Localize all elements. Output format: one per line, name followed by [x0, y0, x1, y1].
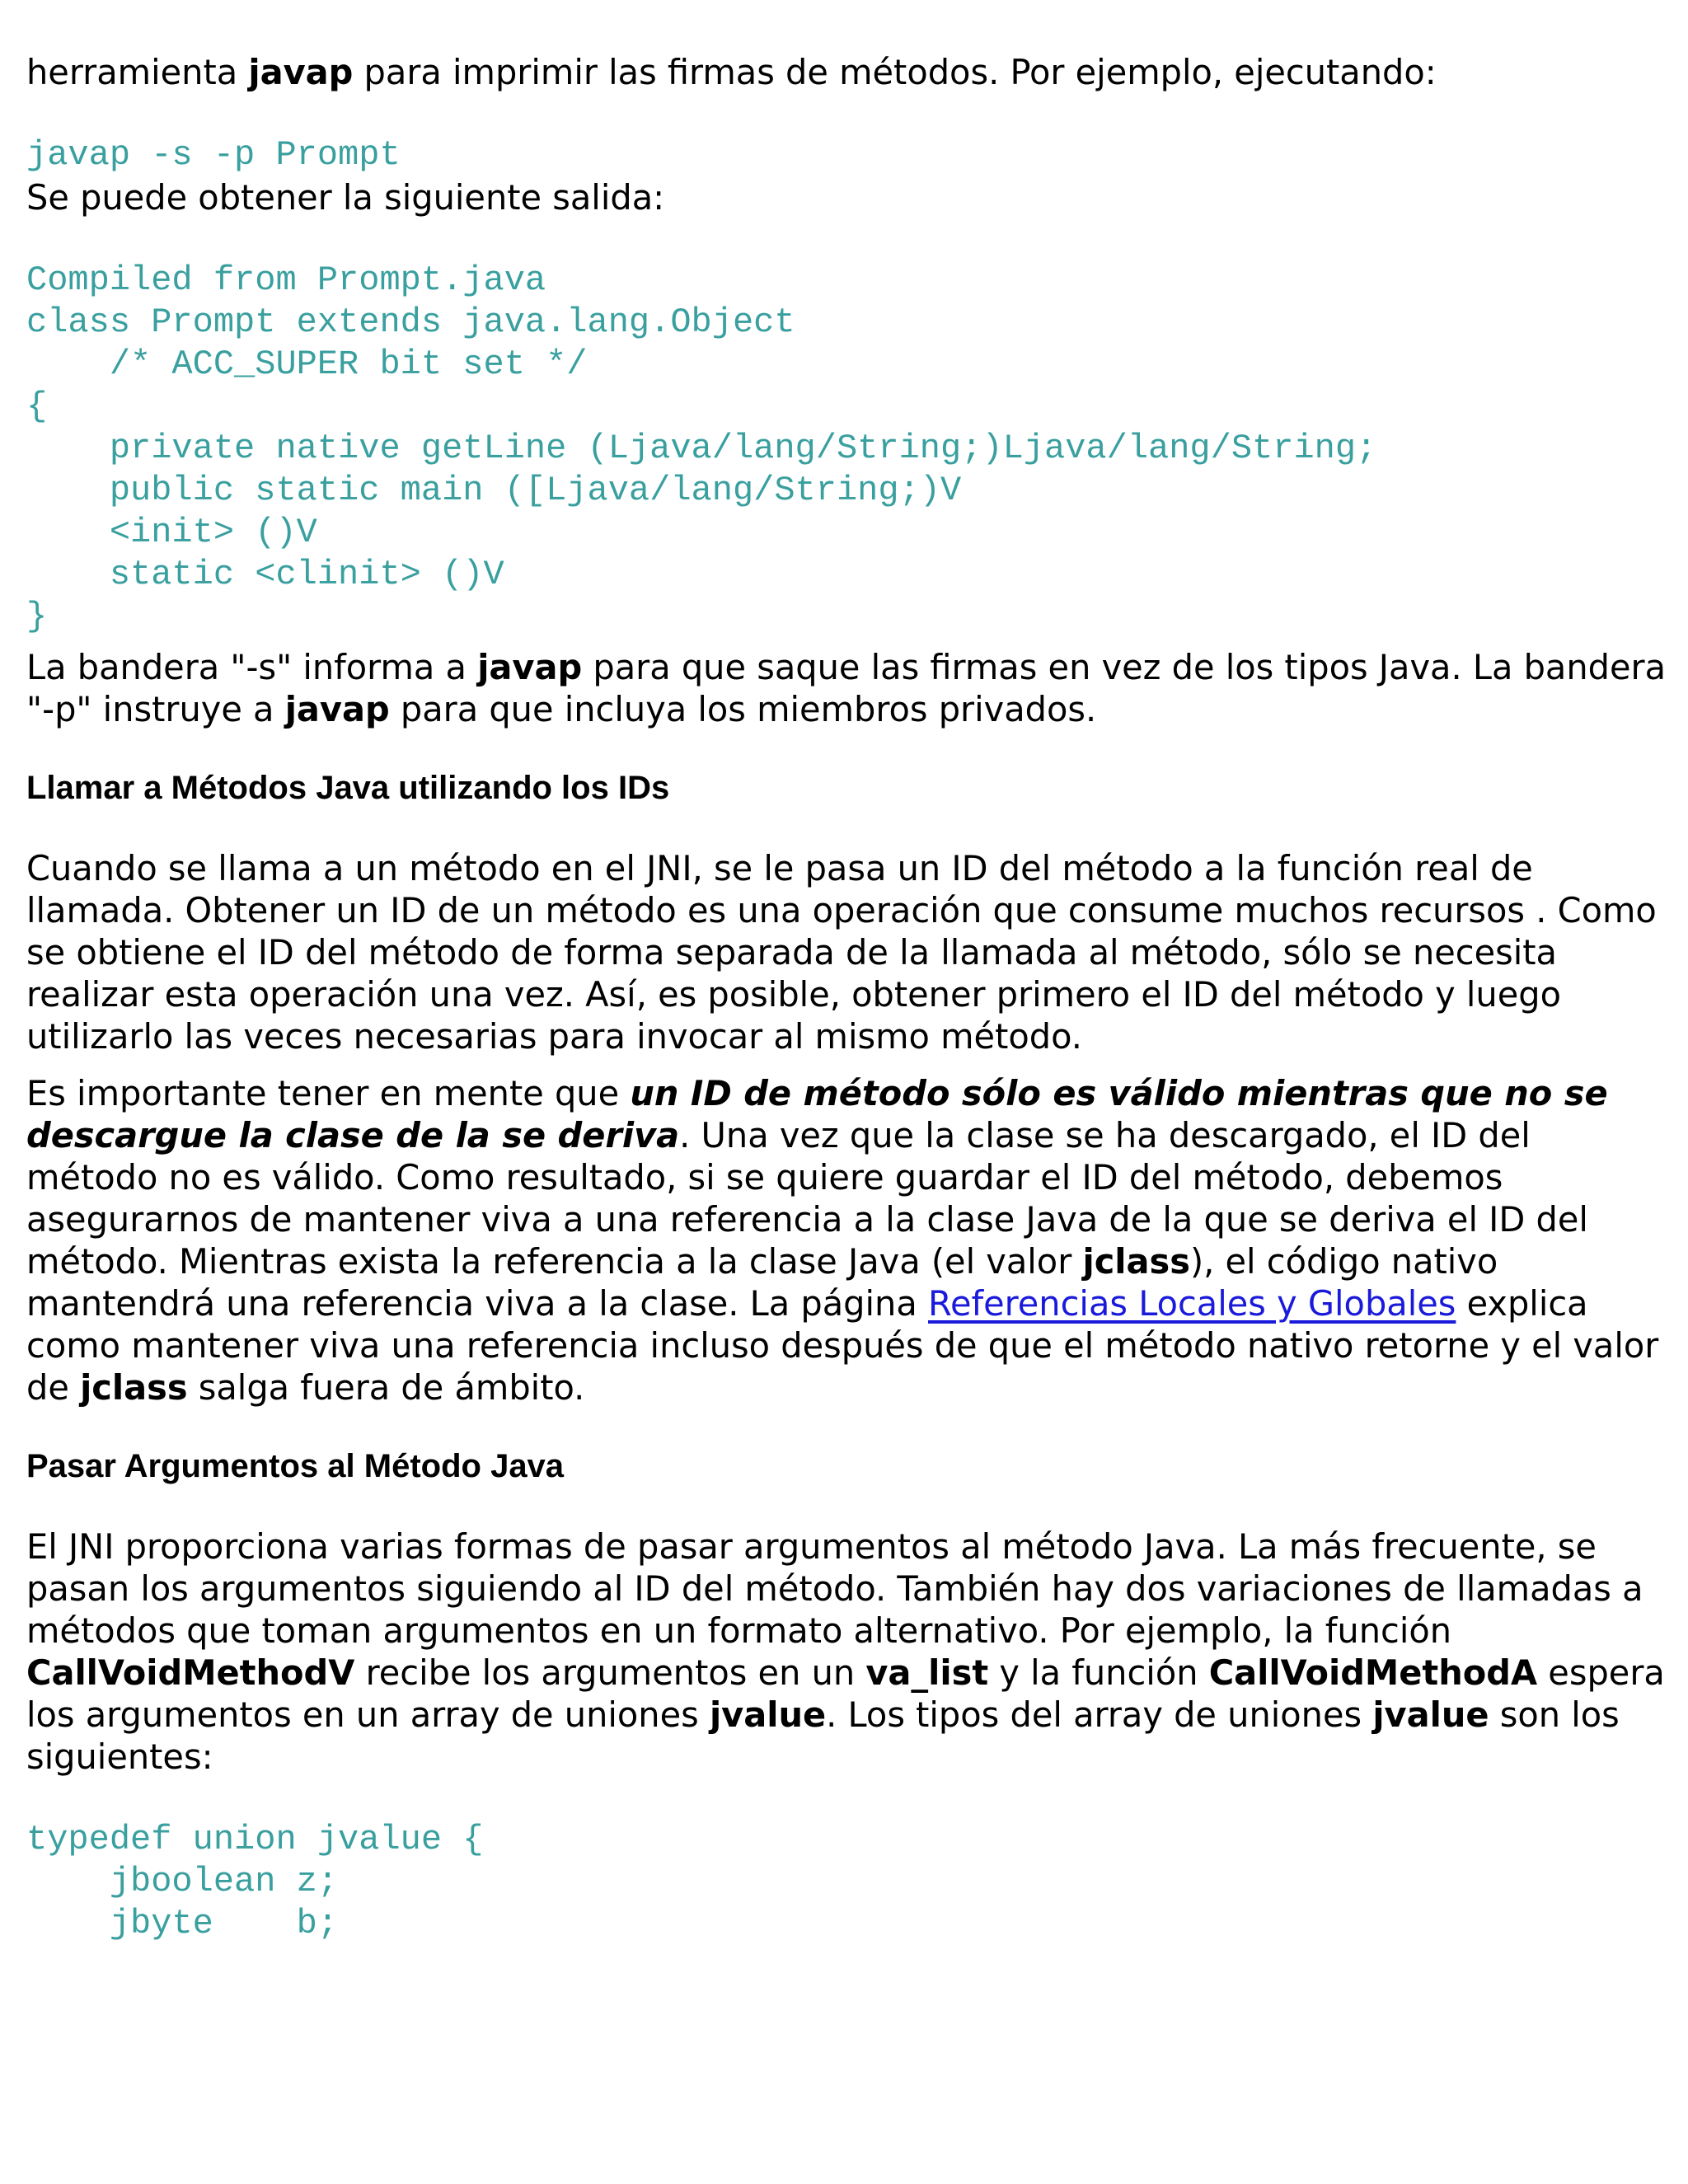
- text-span: recibe los argumentos en un: [354, 1652, 866, 1693]
- bold-italic-emphasis: un ID de método sólo es válido mientras que no se descargue la clase de la se deriva: [26, 1073, 1608, 1155]
- text-span: son los siguientes:: [26, 1694, 1620, 1777]
- bold-term: CallVoidMethodA: [1208, 1652, 1538, 1693]
- bold-term: jvalue: [1372, 1694, 1489, 1735]
- text-span: y la función: [988, 1652, 1209, 1693]
- local-global-references-link[interactable]: Referencias Locales y Globales: [927, 1283, 1456, 1324]
- section-heading-pass-arguments: Pasar Argumentos al Método Java: [26, 1448, 565, 1484]
- code-block-command: javap -s -p Prompt: [26, 135, 401, 175]
- flags-paragraph: [26, 646, 1667, 730]
- text-span: El JNI proporciona varias formas de pasar argumentos al método Java. La más frecuente, se pasan los argumentos siguiendo al ID del método. También hay dos variaciones de llamadas a métodos que toman argumentos en un formato alternativo. Por ejemplo, la función: [26, 1526, 1643, 1651]
- method-id-paragraph: Cuando se llama a un método en el JNI, se le pasa un ID del método a la función real de llamada. Obtener un ID de un método es una operación que consume muchos recursos . Como se obtiene el ID del método de forma separada de la llamada al método, sólo se necesita realizar esta operación una vez. Así, es posible, obtener primero el ID del método y luego utilizarlo las veces necesarias para invocar al mismo método.: [26, 848, 1657, 1057]
- bold-term: javap: [248, 52, 354, 92]
- bold-term: jvalue: [709, 1694, 827, 1735]
- text-span: salga fuera de ámbito.: [187, 1367, 585, 1408]
- text-span: La bandera "-s" informa a: [26, 647, 478, 687]
- document-page: [26, 51, 1667, 1945]
- method-id-validity-paragraph: [26, 1072, 1667, 1408]
- text-span: para que incluya los miembros privados.: [389, 689, 1097, 729]
- bold-term: jclass: [80, 1367, 188, 1408]
- bold-term: javap: [477, 647, 583, 687]
- text-span: explica como mantener viva una referencia incluso después de que el método nativo retorne y el valor de: [26, 1283, 1659, 1408]
- text-span: para imprimir las firmas de métodos. Por ejemplo, ejecutando:: [353, 52, 1437, 92]
- text-span: herramienta: [26, 52, 249, 92]
- bold-term: jclass: [1082, 1241, 1190, 1282]
- output-intro-paragraph: Se puede obtener la siguiente salida:: [26, 177, 665, 218]
- text-span: . Los tipos del array de uniones: [826, 1694, 1373, 1735]
- code-block-jvalue: typedef union jvalue { jboolean z; jbyte b;: [26, 1820, 484, 1943]
- arguments-paragraph: [26, 1526, 1667, 1778]
- text-span: espera los argumentos en un array de uniones: [26, 1652, 1665, 1735]
- bold-term: CallVoidMethodV: [26, 1652, 355, 1693]
- text-span: ), el código nativo mantendrá una referencia viva a la clase. La página: [26, 1241, 1498, 1324]
- text-span: Es importante tener en mente que: [26, 1073, 631, 1113]
- text-span: . Una vez que la clase se ha descargado, el ID del método no es válido. Como resultado, si se quiere guardar el ID del método, debemos asegurarnos de mantener viva a una referencia a la clase Java de la que se deriva el ID del método. Mientras exista la referencia a la clase Java (el valor: [26, 1115, 1588, 1282]
- code-block-output: Compiled from Prompt.java class Prompt extends java.lang.Object /* ACC_SUPER bit set */ { private native getLine (Ljava/lang/String;)Ljava/lang/String; public static main ([Ljava/lang/String;)V <init> ()V static <clinit> ()V }: [26, 260, 1377, 636]
- text-span: para que saque las firmas en vez de los tipos Java. La bandera "-p" instruye a: [26, 647, 1667, 729]
- bold-term: va_list: [865, 1652, 989, 1693]
- section-heading-method-ids: Llamar a Métodos Java utilizando los IDs: [26, 770, 670, 806]
- bold-term: javap: [284, 689, 390, 729]
- intro-paragraph: [26, 51, 1667, 93]
